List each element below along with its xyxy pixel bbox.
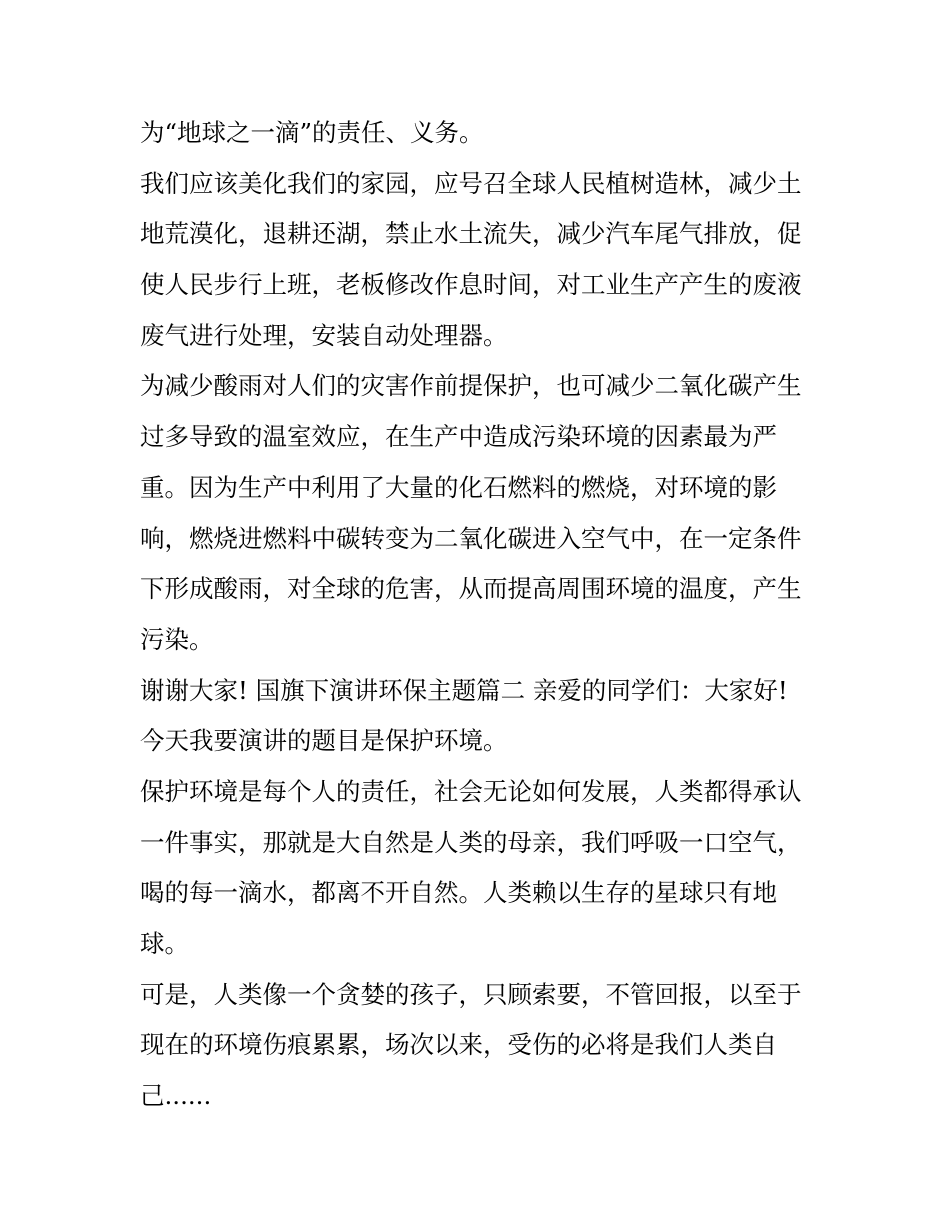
text-line: 为“地球之一滴”的责任、义务。 — [140, 118, 484, 147]
text-line: 过多导致的温室效应，在生产中造成污染环境的因素最为严 — [140, 422, 777, 452]
text-line: 保护环境是每个人的责任，社会无论如何发展，人类都得承认 — [140, 776, 802, 806]
text-line: 现在的环境伤痕累累，场次以来，受伤的必将是我们人类自 — [140, 1030, 777, 1060]
text-line: 今天我要演讲的题目是保护环境。 — [140, 726, 508, 756]
text-line: 污染。 — [140, 624, 214, 654]
text-line: 废气进行处理，安装自动处理器。 — [140, 320, 508, 350]
text-line: 我们应该美化我们的家园，应号召全球人民植树造林，减少土 — [140, 168, 802, 198]
text-line: 己...... — [140, 1081, 212, 1111]
text-line: 地荒漠化，退耕还湖，禁止水土流失，减少汽车尾气排放，促 — [140, 219, 802, 249]
text-line: 谢谢大家! 国旗下演讲环保主题篇二 亲爱的同学们：大家好! — [140, 675, 788, 705]
text-line: 使人民步行上班，老板修改作息时间，对工业生产产生的废液 — [140, 270, 802, 300]
text-line: 一件事实，那就是大自然是人类的母亲，我们呼吸一口空气， — [140, 827, 802, 857]
text-line: 下形成酸雨，对全球的危害，从而提高周围环境的温度，产生 — [140, 574, 802, 604]
text-line: 为减少酸雨对人们的灾害作前提保护，也可减少二氧化碳产生 — [140, 371, 802, 401]
text-line: 可是，人类像一个贪婪的孩子，只顾索要，不管回报，以至于 — [140, 979, 802, 1009]
text-line: 球。 — [140, 929, 189, 958]
text-line: 重。因为生产中利用了大量的化石燃料的燃烧，对环境的影 — [140, 472, 777, 502]
document-body — [140, 108, 820, 1122]
text-line: 响，燃烧进燃料中碳转变为二氧化碳进入空气中，在一定条件 — [140, 523, 802, 553]
text-line: 喝的每一滴水，都离不开自然。人类赖以生存的星球只有地 — [140, 878, 777, 908]
